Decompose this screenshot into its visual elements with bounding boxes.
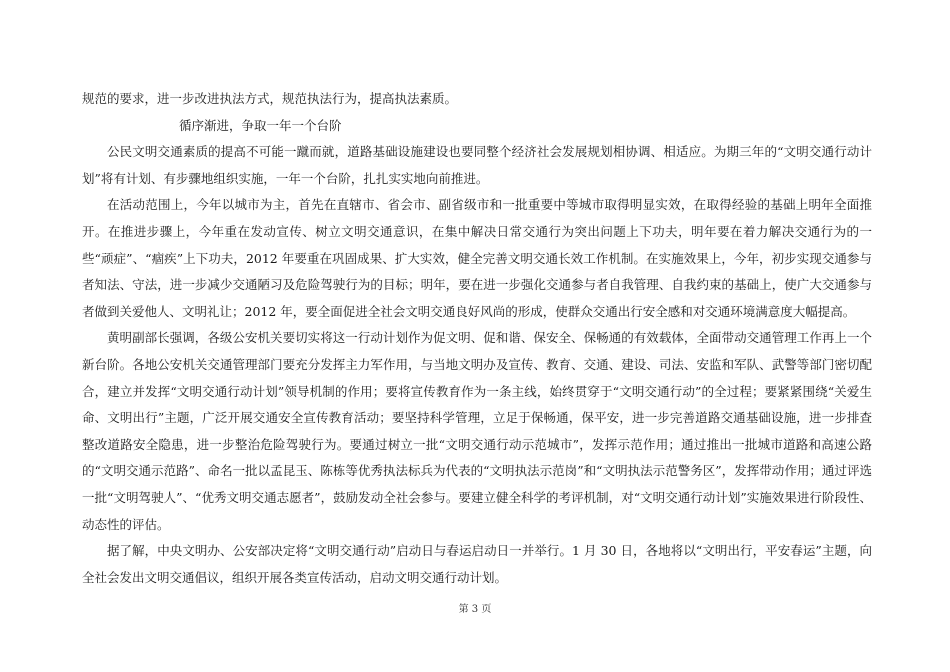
body-paragraph: 据了解，中央文明办、公安部决定将“文明交通行动”启动日与春运启动日一并举行。1 月 30 日，各地将以“文明出行，平安春运”主题，向全社会发出文明交通倡议，组织开展各类宣传活动，启动文明交通行动计划。: [82, 543, 872, 585]
body-paragraph: 公民文明交通素质的提高不可能一蹴而就，道路基础设施建设也要同整个经济社会发展规划相协调、相适应。为期三年的“文明交通行动计划”将有计划、有步骤地组织实施，一年一个台阶，扎扎实实地向前推进。: [82, 144, 872, 186]
document-body: [82, 86, 872, 591]
section-heading: 循序渐进，争取一年一个台阶: [179, 117, 342, 133]
body-paragraph: 黄明副部长强调，各级公安机关要切实将这一行动计划作为促文明、促和谐、保安全、保畅通的有效载体，全面带动交通管理工作再上一个新台阶。各地公安机关交通管理部门要充分发挥主力军作用，与当地文明办及宣传、教育、交通、建设、司法、安监和军队、武警等部门密切配合，建立并发挥“文明交通行动计划”领导机制的作用；要将宣传教育作为一条主线，始终贯穿于“文明交通行动”的全过程；要紧紧围绕“关爱生命、文明出行”主题，广泛开展交通安全宣传教育活动；要坚持科学管理，立足于保畅通，保平安，进一步完善道路交通基础设施，进一步排查整改道路安全隐患，进一步整治危险驾驶行为。要通过树立一批“文明交通行动示范城市”，发挥示范作用；通过推出一批城市道路和高速公路的“文明交通示范路”、命名一批以孟昆玉、陈栋等优秀执法标兵为代表的“文明执法示范岗”和“文明执法示范警务区”，发挥带动作用；通过评选一批“文明驾驶人”、“优秀文明交通志愿者”，鼓励发动全社会参与。要建立健全科学的考评机制，对“文明交通行动计划”实施效果进行阶段性、动态性的评估。: [82, 330, 872, 532]
body-paragraph: 在活动范围上，今年以城市为主，首先在直辖市、省会市、副省级市和一批重要中等城市取得明显实效，在取得经验的基础上明年全面推开。在推进步骤上，今年重在发动宣传、树立文明交通意识，在集中解决日常交通行为突出问题上下功夫，明年要在着力解决交通行为的一些“顽症”、“痼疾”上下功夫，2012 年要重在巩固成果、扩大实效，健全完善文明交通长效工作机制。在实施效果上，今年，初步实现交通参与者知法、守法，进一步减少交通陋习及危险驾驶行为的目标；明年，要在进一步强化交通参与者自我管理、自我约束的基础上，使广大交通参与者做到关爱他人、文明礼让；2012 年，要全面促进全社会文明交通良好风尚的形成，使群众交通出行安全感和对交通环境满意度大幅提高。: [82, 197, 872, 319]
continuation-line: 规范的要求，进一步改进执法方式，规范执法行为，提高执法素质。: [82, 91, 458, 106]
page-number: 第 3 页: [458, 604, 492, 615]
